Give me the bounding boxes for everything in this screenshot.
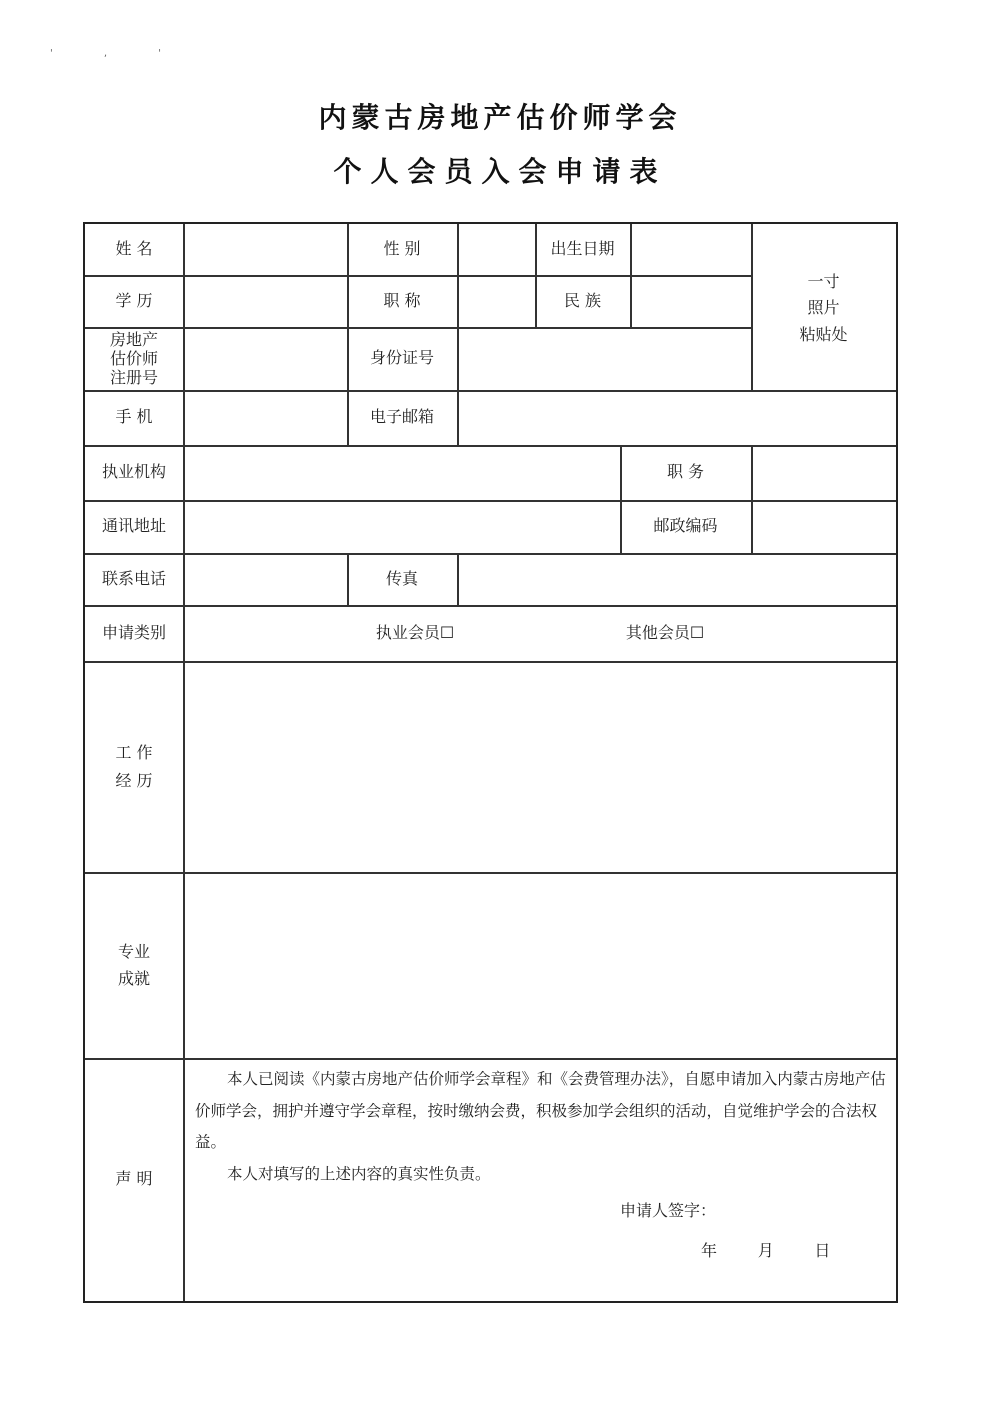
scan-specks: ' , ' <box>50 48 186 59</box>
email-field[interactable] <box>459 390 896 445</box>
declaration-paragraph-2: 本人对填写的上述内容的真实性负责。 <box>227 1164 491 1183</box>
label-achievements: 专业 成就 <box>117 941 150 988</box>
org-title: 内蒙古房地产估价师学会 <box>318 101 682 134</box>
label-email: 电子邮箱 <box>369 407 434 427</box>
label-employer: 执业机构 <box>101 462 166 482</box>
label-title: 职 称 <box>383 290 421 310</box>
name-field[interactable] <box>185 224 347 275</box>
fax-field[interactable] <box>459 553 896 605</box>
label-postcode: 邮政编码 <box>653 516 718 536</box>
application-form <box>83 222 898 1303</box>
label-phone: 联系电话 <box>101 568 166 588</box>
education-field[interactable] <box>185 275 347 327</box>
label-apply-type: 申请类别 <box>101 622 166 642</box>
declaration-section <box>85 1058 896 1301</box>
position-field[interactable] <box>753 445 896 500</box>
label-declaration: 声 明 <box>115 1169 153 1189</box>
employer-field[interactable] <box>185 445 620 500</box>
work-history-field[interactable] <box>185 661 896 872</box>
label-position: 职 务 <box>666 462 705 482</box>
label-ethnicity: 民 族 <box>563 290 602 310</box>
address-field[interactable] <box>185 500 620 553</box>
option-practicing-member[interactable]: 执业会员☐ <box>375 622 455 642</box>
postcode-field[interactable] <box>753 500 896 553</box>
signature-field[interactable] <box>725 1194 885 1224</box>
label-work-history: 工 作 经 历 <box>115 743 153 790</box>
register-no-field[interactable] <box>185 327 347 390</box>
label-mobile: 手 机 <box>115 407 153 427</box>
photo-placeholder[interactable]: 一寸 照片 粘贴处 <box>799 272 848 344</box>
gender-field[interactable] <box>459 224 535 275</box>
label-education: 学 历 <box>115 290 153 310</box>
mobile-field[interactable] <box>185 390 347 445</box>
declaration-text <box>195 1064 895 1190</box>
birth-date-field[interactable] <box>632 224 751 275</box>
label-name: 姓 名 <box>115 239 153 259</box>
achievements-field[interactable] <box>185 872 896 1058</box>
label-birth-date: 出生日期 <box>550 239 615 259</box>
signature-date[interactable]: 年 月 日 <box>701 1241 831 1260</box>
label-fax: 传真 <box>385 568 418 588</box>
label-id-no: 身份证号 <box>369 348 434 368</box>
label-gender: 性 别 <box>383 239 421 259</box>
phone-field[interactable] <box>185 553 347 605</box>
label-register-no: 房地产 估价师 注册号 <box>109 329 158 388</box>
declaration-paragraph-1: 本人已阅读《内蒙古房地产估价师学会章程》和《会费管理办法》，自愿申请加入内蒙古房地产估价师学会，拥护并遵守学会章程，按时缴纳会费，积极参加学会组织的活动，自觉维护学会的合法权益。 <box>195 1070 886 1151</box>
ethnicity-field[interactable] <box>632 275 751 327</box>
option-other-member[interactable]: 其他会员☐ <box>625 622 705 642</box>
id-no-field[interactable] <box>459 327 751 390</box>
signature-label: 申请人签字： <box>620 1201 717 1220</box>
form-title: 个人会员入会申请表 <box>333 155 667 188</box>
title-field[interactable] <box>459 275 535 327</box>
label-address: 通讯地址 <box>101 516 166 536</box>
